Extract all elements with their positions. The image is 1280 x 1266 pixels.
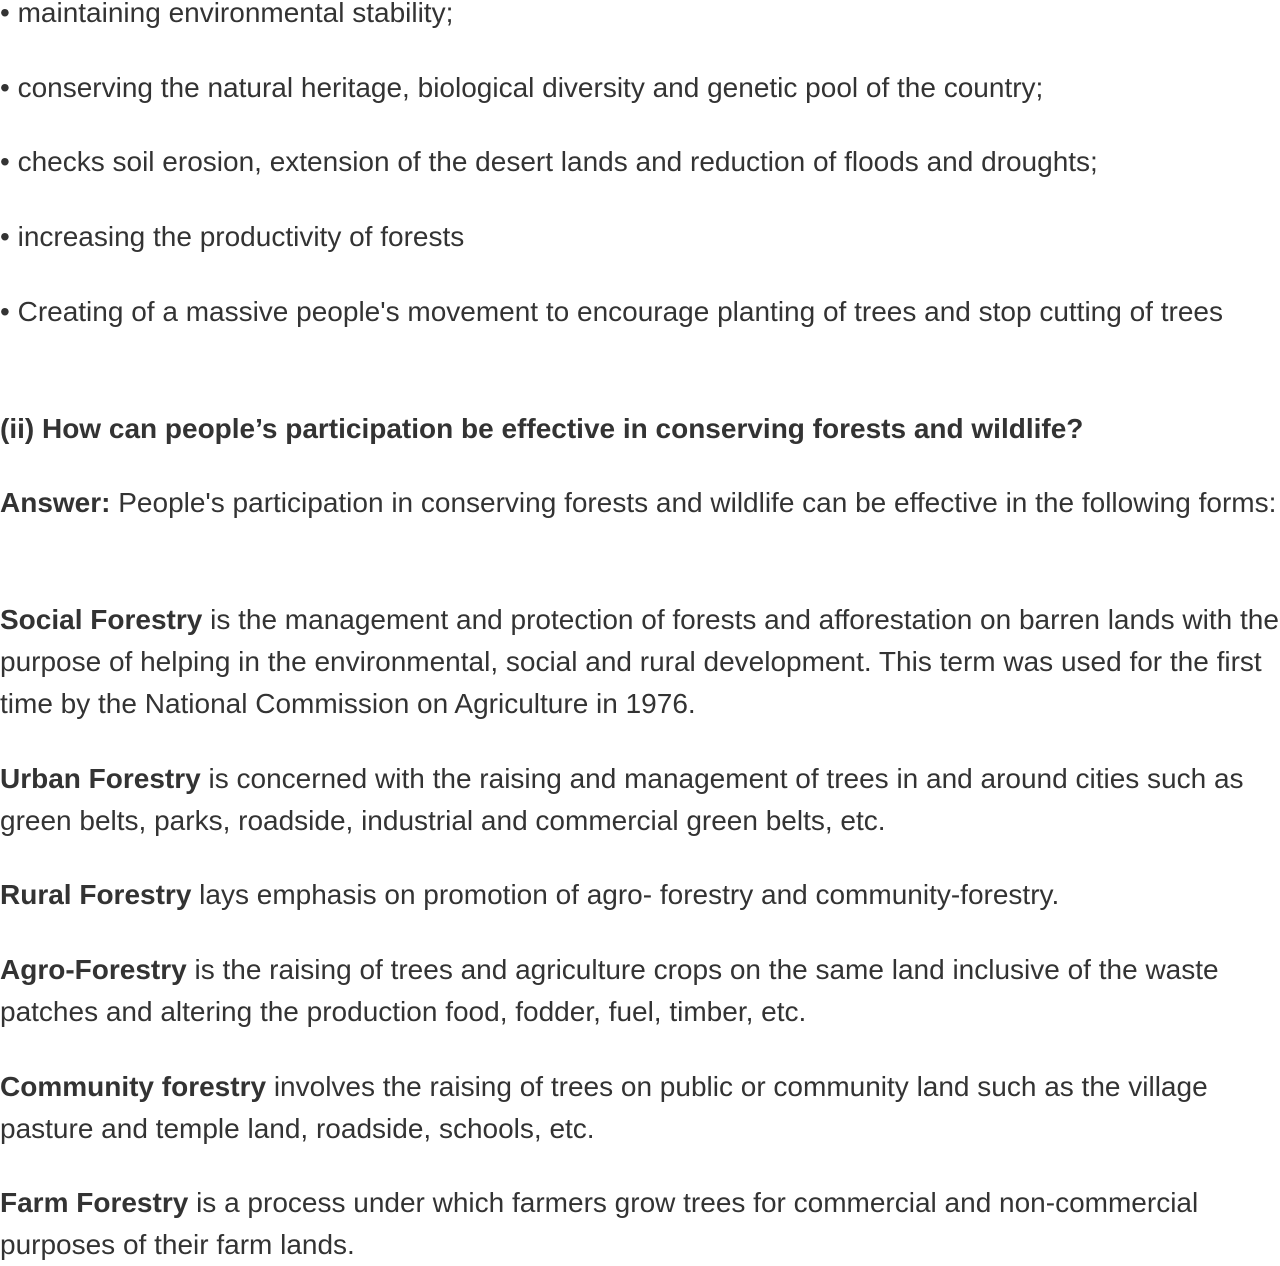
urban-forestry-paragraph <box>0 758 1280 842</box>
term-label: Rural Forestry <box>0 879 192 910</box>
agro-forestry-paragraph <box>0 949 1280 1033</box>
term-label: Community forestry <box>0 1071 267 1102</box>
bullet-dot-icon: • <box>0 296 10 327</box>
bullet-text: checks soil erosion, extension of the desert lands and reduction of floods and droughts; <box>9 146 1098 177</box>
term-description: is the management and protection of forests and afforestation on barren lands with the purpose of helping in the environmental, social and rural development. This term was used for the first time by the National Commission on Agriculture in 1976. <box>0 604 1279 719</box>
term-label: Social Forestry <box>0 604 203 635</box>
bullet-item <box>0 291 1280 333</box>
bullet-text: conserving the natural heritage, biological diversity and genetic pool of the country; <box>9 72 1044 103</box>
term-description: lays emphasis on promotion of agro- forestry and community-forestry. <box>191 879 1060 910</box>
answer-text: People's participation in conserving forests and wildlife can be effective in the following forms: <box>110 487 1277 518</box>
farm-forestry-paragraph <box>0 1182 1280 1266</box>
term-description: is the raising of trees and agriculture crops on the same land inclusive of the waste patches and altering the production food, fodder, fuel, timber, etc. <box>0 954 1219 1027</box>
term-label: Agro-Forestry <box>0 954 187 985</box>
bullet-text: increasing the productivity of forests <box>9 221 465 252</box>
bullet-text: maintaining environmental stability; <box>9 0 454 28</box>
term-label: Farm Forestry <box>0 1187 189 1218</box>
bullet-item <box>0 0 1280 34</box>
bullet-item <box>0 67 1280 109</box>
community-forestry-paragraph <box>0 1066 1280 1150</box>
bullet-dot-icon: • <box>0 146 10 177</box>
term-description: is concerned with the raising and management of trees in and around cities such as green belts, parks, roadside, industrial and commercial green belts, etc. <box>0 763 1244 836</box>
term-description: involves the raising of trees on public or community land such as the village pasture and temple land, roadside, schools, etc. <box>0 1071 1208 1144</box>
bullet-item <box>0 216 1280 258</box>
answer-intro <box>0 482 1280 524</box>
question-heading: (ii) How can people’s participation be effective in conserving forests and wildlife? <box>0 413 1084 444</box>
social-forestry-paragraph <box>0 599 1280 725</box>
bullet-dot-icon: • <box>0 72 10 103</box>
bullet-text: Creating of a massive people's movement to encourage planting of trees and stop cutting of trees <box>9 296 1223 327</box>
answer-label: Answer: <box>0 487 111 518</box>
bullet-dot-icon: • <box>0 0 10 28</box>
term-description: is a process under which farmers grow trees for commercial and non-commercial purposes of their farm lands. <box>0 1187 1199 1260</box>
rural-forestry-paragraph <box>0 874 1280 916</box>
bullet-dot-icon: • <box>0 221 10 252</box>
term-label: Urban Forestry <box>0 763 201 794</box>
bullet-item <box>0 141 1280 183</box>
